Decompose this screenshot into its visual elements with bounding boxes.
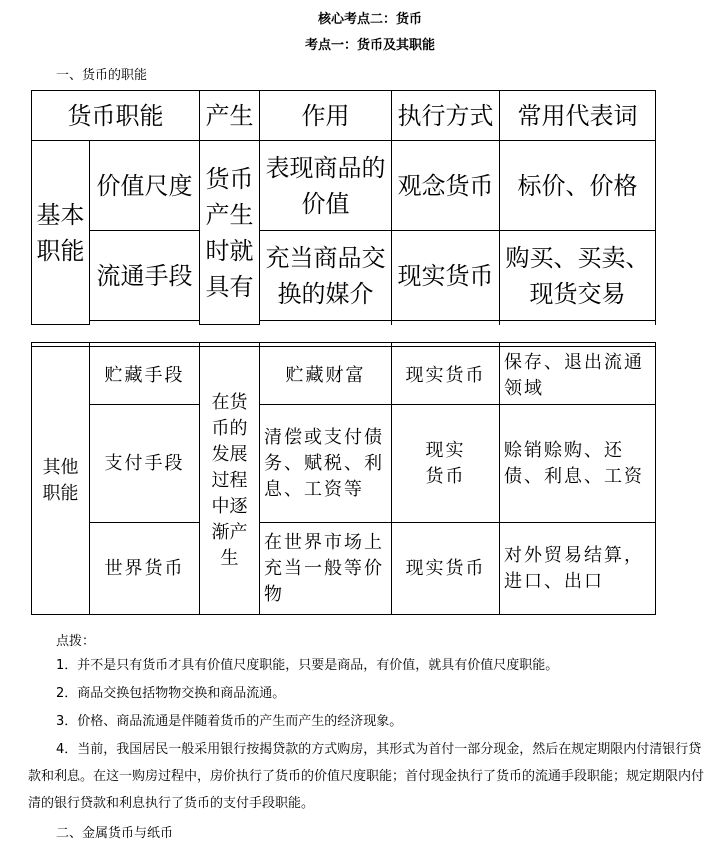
- function-cell: 世界货币: [90, 523, 200, 615]
- role-cell: 清偿或支付债务、赋税、利息、工资等: [260, 405, 392, 523]
- mode-cell: 观念货币: [392, 141, 500, 231]
- mode-cell: 现实货币: [392, 523, 500, 615]
- page-title: 核心考点二：货币: [317, 12, 422, 27]
- mode-cell: 现实货币: [392, 347, 500, 405]
- header-cell: 作用: [260, 91, 392, 141]
- mode-cell: 现实货币: [392, 231, 500, 321]
- role-cell: 贮藏财富: [260, 347, 392, 405]
- keywords-cell: 购买、买卖、现货交易: [500, 231, 656, 321]
- note-item: 2．商品交换包括物物交换和商品流通。: [56, 686, 286, 701]
- origin-cell: 货币产生时就具有: [200, 141, 260, 325]
- header-cell: 执行方式: [392, 91, 500, 141]
- header-cell: 货币职能: [32, 91, 200, 141]
- basic-functions-table: [31, 90, 656, 325]
- table-header-row: [32, 91, 656, 141]
- group-label-other: 其他职能: [32, 347, 90, 615]
- table-row: [32, 523, 656, 615]
- note-item: 4．当前，我国居民一般采用银行按揭贷款的方式购房，其形式为首付一部分现金，然后在规定期限内付清银行贷款和利息。在这一购房过程中，房价执行了货币的价值尺度职能；首付现金执行了货币的流通手段职能；规定期限内付清的银行贷款和利息执行了货币的支付手段职能。: [28, 742, 705, 811]
- keywords-cell: 标价、价格: [500, 141, 656, 231]
- role-cell: 充当商品交换的媒介: [260, 231, 392, 321]
- note-item: 1．并不是只有货币才具有价值尺度职能，只要是商品，有价值，就具有价值尺度职能。: [56, 658, 559, 673]
- function-cell: 支付手段: [90, 405, 200, 523]
- keywords-cell: 赊销赊购、还债、利息、工资: [500, 405, 656, 523]
- function-cell: 贮藏手段: [90, 347, 200, 405]
- table-row: [32, 405, 656, 523]
- page-subtitle: 考点一：货币及其职能: [304, 38, 435, 53]
- note-item: 3．价格、商品流通是伴随着货币的产生而产生的经济现象。: [56, 714, 403, 729]
- section-heading-1: 一、货币的职能: [56, 68, 148, 83]
- table-row: [32, 231, 656, 321]
- group-label-basic: 基本职能: [32, 141, 90, 325]
- other-functions-table: [31, 342, 656, 615]
- table-row: [32, 347, 656, 405]
- function-cell: 流通手段: [90, 231, 200, 321]
- keywords-cell: 保存、退出流通领域: [500, 347, 656, 405]
- role-cell: 表现商品的价值: [260, 141, 392, 231]
- role-cell: 在世界市场上充当一般等价物: [260, 523, 392, 615]
- table-continuation-row: [32, 321, 656, 325]
- function-cell: 价值尺度: [90, 141, 200, 231]
- notes-heading: 点拨：: [56, 634, 96, 649]
- section-heading-2: 二、金属货币与纸币: [56, 826, 174, 841]
- origin-cell: 在货币的发展过程中逐渐产生: [200, 347, 260, 615]
- keywords-cell: 对外贸易结算，进口、出口: [500, 523, 656, 615]
- header-cell: 产生: [200, 91, 260, 141]
- header-cell: 常用代表词: [500, 91, 656, 141]
- table-row: [32, 141, 656, 231]
- mode-cell: 现实货币: [392, 405, 500, 523]
